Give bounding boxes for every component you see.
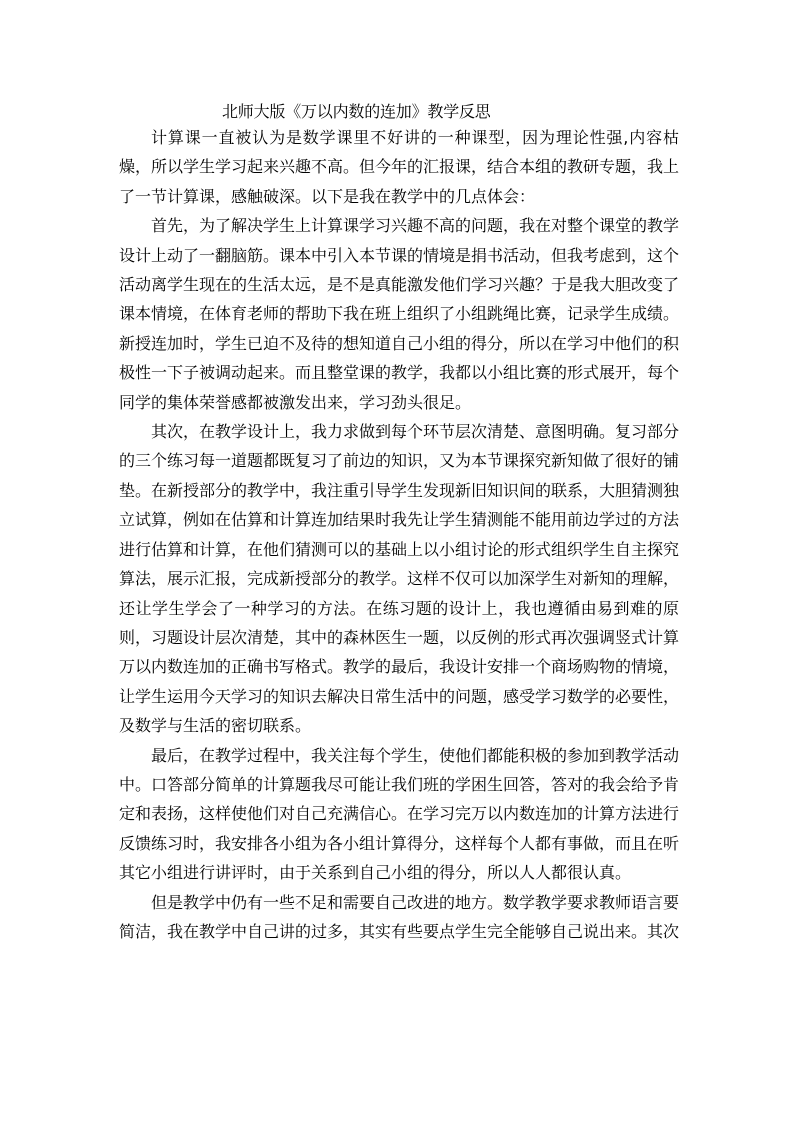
document-title: 北师大版《万以内数的连加》教学反思 xyxy=(222,102,491,121)
paragraph: 其次，在教学设计上，我力求做到每个环节层次清楚、意图明确。复习部分的三个练习每一道题都既复习了前边的知识，又为本节课探究新知做了很好的铺垫。在新授部分的教学中，我注重引导学生发现新旧知识间的联系，大胆猜测独立试算，例如在估算和计算连加结果时我先让学生猜测能不能用前边学过的方法进行估算和计算，在他们猜测可以的基础上以小组讨论的形式组织学生自主探究算法，展示汇报，完成新授部分的教学。这样不仅可以加深学生对新知的理解，还让学生学会了一种学习的方法。在练习题的设计上，我也遵循由易到难的原则，习题设计层次清楚，其中的森林医生一题，以反例的形式再次强调竖式计算万以内数连加的正确书写格式。教学的最后，我设计安排一个商场购物的情境，让学生运用今天学习的知识去解决日常生活中的问题，感受学习数学的必要性，及数学与生活的密切联系。 xyxy=(119,422,680,736)
paragraph: 首先，为了解决学生上计算课学习兴趣不高的问题，我在对整个课堂的教学设计上动了一翻脑筋。课本中引入本节课的情境是捐书活动，但我考虑到，这个活动离学生现在的生活太远，是不是真能激发他们学习兴趣？于是我大胆改变了课本情境，在体育老师的帮助下我在班上组织了小组跳绳比赛，记录学生成绩。新授连加时，学生已迫不及待的想知道自己小组的得分，所以在学习中他们的积极性一下子被调动起来。而且整堂课的教学，我都以小组比赛的形式展开，每个同学的集体荣誉感都被激发出来，学习劲头很足。 xyxy=(119,216,680,412)
paragraph: 最后，在教学过程中，我关注每个学生，使他们都能积极的参加到教学活动中。口答部分简单的计算题我尽可能让我们班的学困生回答，答对的我会给予肯定和表扬，这样使他们对自己充满信心。在学习完万以内数连加的计算方法进行反馈练习时，我安排各小组为各小组计算得分，这样每个人都有事做，而且在听其它小组进行讲评时，由于关系到自己小组的得分，所以人人都很认真。 xyxy=(119,745,680,883)
paragraph: 但是教学中仍有一些不足和需要自己改进的地方。数学教学要求教师语言要简洁，我在教学中自己讲的过多，其实有些要点学生完全能够自己说出来。其次 xyxy=(119,892,680,941)
paragraph: 计算课一直被认为是数学课里不好讲的一种课型，因为理论性强,内容枯燥，所以学生学习起来兴趣不高。但今年的汇报课，结合本组的教研专题，我上了一节计算课，感触破深。以下是我在教学中的几点体会： xyxy=(119,128,680,206)
document-body xyxy=(119,123,679,946)
